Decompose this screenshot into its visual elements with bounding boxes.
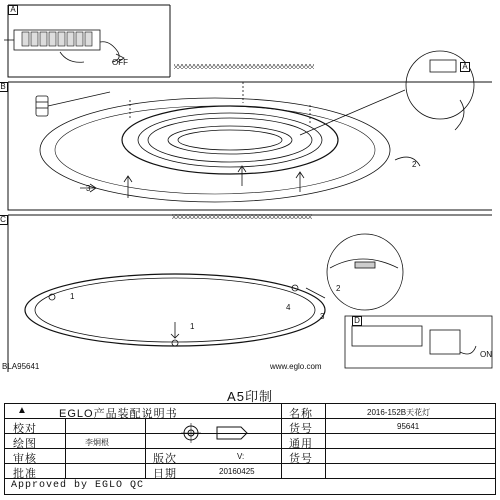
step-1-marker-c: 1 — [190, 322, 195, 331]
section-d-label: D — [352, 316, 362, 326]
row-label-review: 审核 — [13, 453, 37, 465]
approved-note: Approved by EGLO QC — [11, 480, 145, 491]
eglo-logo: ▲ — [17, 405, 27, 416]
name-label: 名称 — [289, 408, 313, 420]
row-label-proofread: 校对 — [13, 423, 37, 435]
projection-symbol — [181, 423, 251, 445]
name-value: 2016-152B天花灯 — [367, 408, 431, 417]
section-b-label: B — [0, 82, 8, 92]
version-label: 版次 — [153, 453, 177, 465]
step-3-marker-c: 3 — [320, 312, 325, 321]
inset-a-label: A — [460, 62, 470, 72]
title-block — [4, 403, 496, 495]
print-note: A5印制 — [227, 389, 273, 404]
step-2-marker-c: 2 — [336, 284, 341, 293]
item-label: 货号 — [289, 423, 313, 435]
step-2-marker-b: 2 — [412, 160, 417, 169]
step-4-marker-c: 4 — [286, 303, 291, 312]
general-item-label: 货号 — [289, 453, 313, 465]
row-label-drawing: 绘图 — [13, 438, 37, 450]
section-a-label: A — [8, 5, 18, 15]
switch-off-label: OFF — [112, 58, 128, 67]
date-value: 20160425 — [219, 467, 255, 476]
company-title: EGLO产品装配说明书 — [59, 408, 178, 420]
decorative-zigzag-b — [172, 214, 312, 219]
date-label: 日期 — [153, 468, 177, 480]
general-label: 通用 — [289, 438, 313, 450]
website: www.eglo.com — [270, 362, 322, 371]
section-c-label: C — [0, 215, 8, 225]
section-a-drawing — [4, 30, 124, 62]
section-c-drawing — [25, 234, 492, 368]
decorative-zigzag-a — [174, 64, 314, 69]
model-code: BLA95641 — [2, 362, 40, 371]
switch-on-label: ON — [480, 350, 492, 359]
version-value: V: — [237, 452, 245, 461]
step-1-marker-c-left: 1 — [70, 292, 75, 301]
row-label-approve: 批准 — [13, 468, 37, 480]
section-b-drawing — [36, 51, 474, 202]
step-3-marker-b: 3 — [86, 184, 91, 193]
row-value-drawing: 李炯根 — [85, 438, 109, 447]
item-value: 95641 — [397, 422, 420, 431]
